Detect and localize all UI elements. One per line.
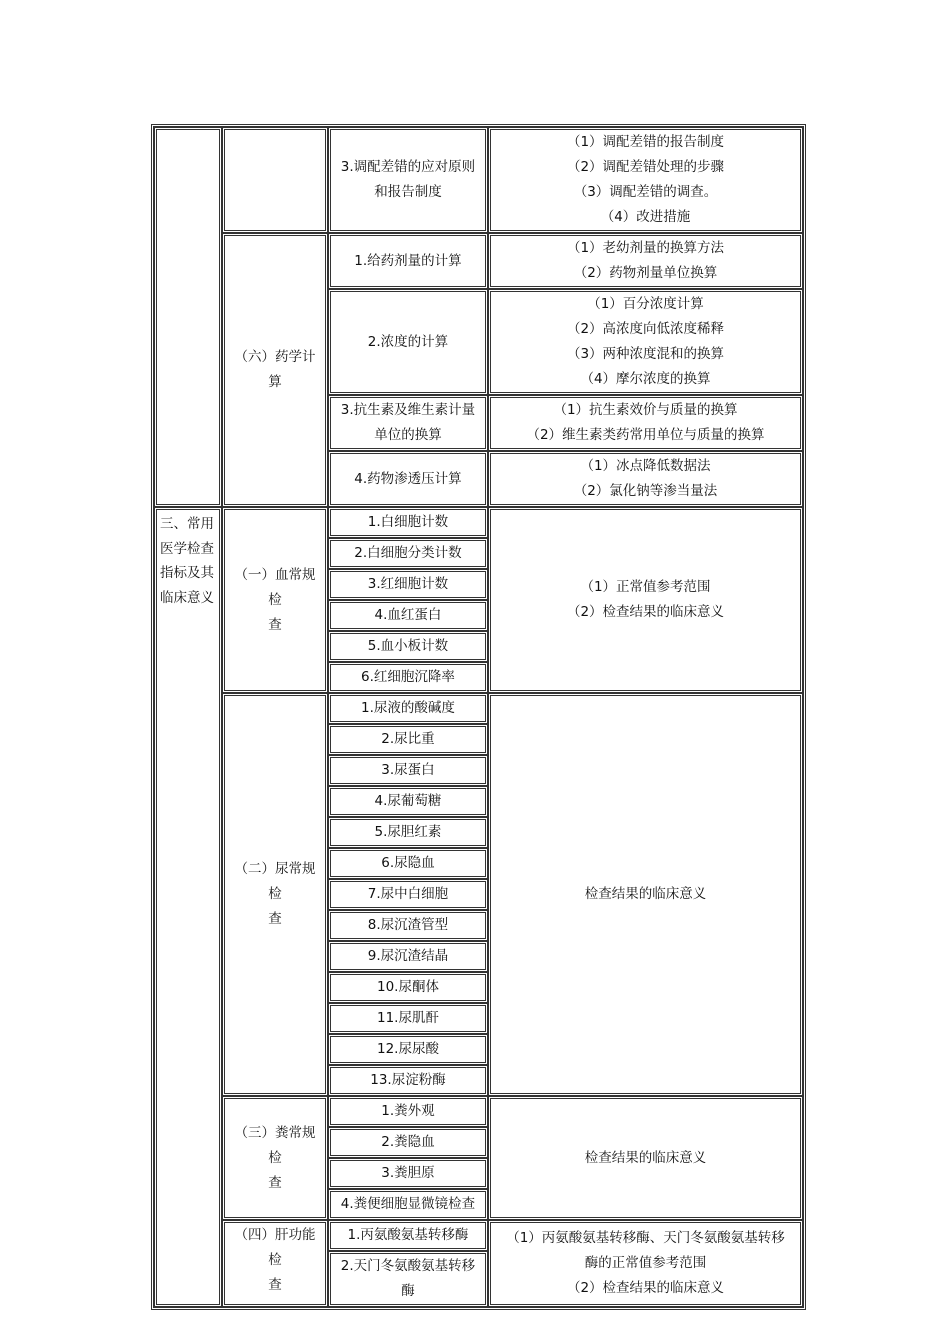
- requirement-cell: （1）抗生素效价与质量的换算 （2）维生素类药常用单位与质量的换算: [488, 395, 803, 451]
- table-row: [154, 507, 803, 538]
- item-cell: 5.血小板计数: [328, 631, 488, 662]
- table-row: [154, 233, 803, 289]
- item-cell: 3.红细胞计数: [328, 569, 488, 600]
- item-cell: 13.尿淀粉酶: [328, 1065, 488, 1096]
- item-cell: 10.尿酮体: [328, 972, 488, 1003]
- item-cell: 4.粪便细胞显微镜检查: [328, 1189, 488, 1220]
- item-cell: 3.调配差错的应对原则 和报告制度: [328, 127, 488, 233]
- item-cell: 2.白细胞分类计数: [328, 538, 488, 569]
- table-row: [154, 693, 803, 724]
- requirement-cell: （1）正常值参考范围 （2）检查结果的临床意义: [488, 507, 803, 693]
- table-row: [154, 1096, 803, 1127]
- item-cell: 5.尿胆红素: [328, 817, 488, 848]
- item-cell: 3.尿蛋白: [328, 755, 488, 786]
- item-cell: 2.天门冬氨酸氨基转移 酶: [328, 1251, 488, 1307]
- requirement-cell: （1）丙氨酸氨基转移酶、天门冬氨酸氨基转移 酶的正常值参考范围 （2）检查结果的临床意义: [488, 1220, 803, 1307]
- item-cell: 11.尿肌酐: [328, 1003, 488, 1034]
- category-cell: （一）血常规检 查: [222, 507, 328, 693]
- category-cell: （二）尿常规检 查: [222, 693, 328, 1096]
- section-cell: 三、常用 医学检查 指标及其 临床意义: [154, 507, 222, 1307]
- requirement-cell: （1）老幼剂量的换算方法 （2）药物剂量单位换算: [488, 233, 803, 289]
- item-cell: 6.红细胞沉降率: [328, 662, 488, 693]
- category-cell: [222, 127, 328, 233]
- requirement-cell: 检查结果的临床意义: [488, 693, 803, 1096]
- item-cell: 1.丙氨酸氨基转移酶: [328, 1220, 488, 1251]
- item-cell: 2.尿比重: [328, 724, 488, 755]
- item-cell: 3.粪胆原: [328, 1158, 488, 1189]
- category-cell: （六）药学计算: [222, 233, 328, 507]
- outline-table: [151, 124, 806, 1310]
- item-cell: 4.尿葡萄糖: [328, 786, 488, 817]
- table-row: [154, 127, 803, 233]
- item-cell: 1.尿液的酸碱度: [328, 693, 488, 724]
- item-cell: 1.给药剂量的计算: [328, 233, 488, 289]
- item-cell: 8.尿沉渣管型: [328, 910, 488, 941]
- item-cell: 12.尿尿酸: [328, 1034, 488, 1065]
- item-cell: 2.浓度的计算: [328, 289, 488, 395]
- item-cell: 1.白细胞计数: [328, 507, 488, 538]
- item-cell: 3.抗生素及维生素计量 单位的换算: [328, 395, 488, 451]
- item-cell: 6.尿隐血: [328, 848, 488, 879]
- item-cell: 4.血红蛋白: [328, 600, 488, 631]
- item-cell: 1.粪外观: [328, 1096, 488, 1127]
- category-cell: （四）肝功能检 查: [222, 1220, 328, 1307]
- requirement-cell: 检查结果的临床意义: [488, 1096, 803, 1220]
- table-row: [154, 1220, 803, 1251]
- requirement-cell: （1）百分浓度计算 （2）高浓度向低浓度稀释 （3）两种浓度混和的换算 （4）摩尔浓度的换算: [488, 289, 803, 395]
- item-cell: 9.尿沉渣结晶: [328, 941, 488, 972]
- item-cell: 7.尿中白细胞: [328, 879, 488, 910]
- section-cell: [154, 127, 222, 507]
- requirement-cell: （1）调配差错的报告制度 （2）调配差错处理的步骤 （3）调配差错的调查。 （4）改进措施: [488, 127, 803, 233]
- category-cell: （三）粪常规检 查: [222, 1096, 328, 1220]
- item-cell: 2.粪隐血: [328, 1127, 488, 1158]
- item-cell: 4.药物渗透压计算: [328, 451, 488, 507]
- requirement-cell: （1）冰点降低数据法 （2）氯化钠等渗当量法: [488, 451, 803, 507]
